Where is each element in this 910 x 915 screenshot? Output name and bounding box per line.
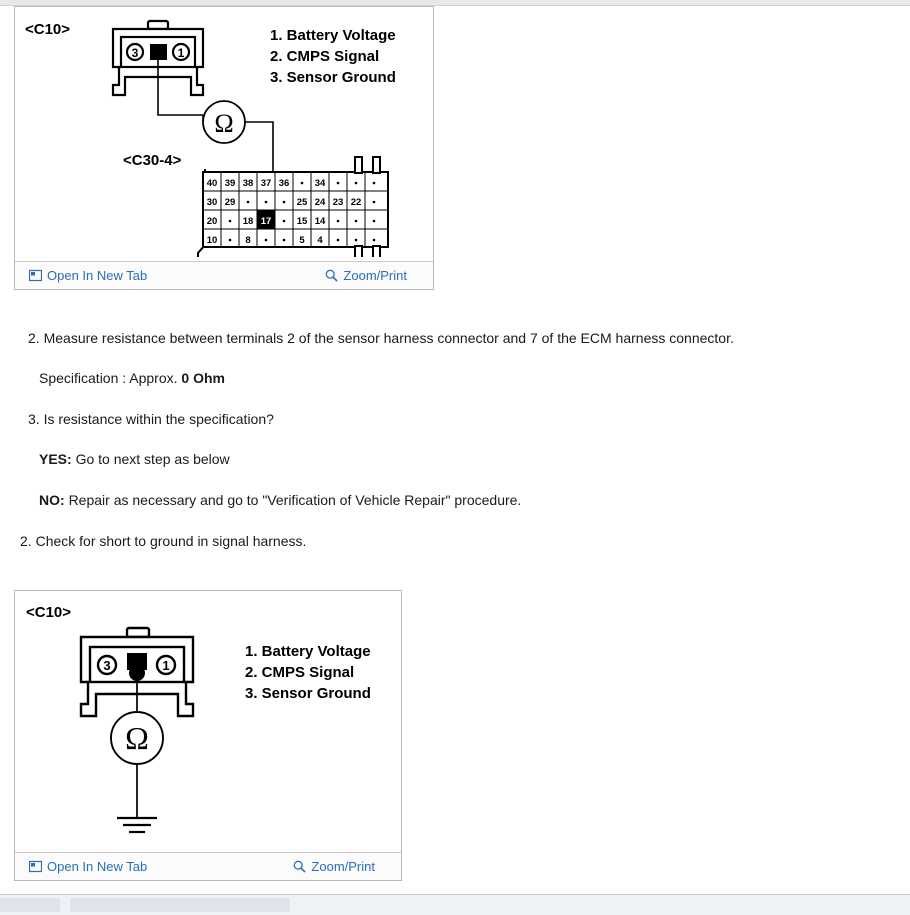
step-2-measure-line	[28, 330, 734, 346]
magnifier-icon	[325, 269, 338, 282]
specification-line	[39, 370, 225, 386]
check-short-line	[20, 533, 306, 549]
figure-2-connector-label: <C10>	[26, 604, 72, 621]
magnifier-icon	[293, 860, 306, 873]
legend2-item-2: 2. CMPS Signal	[245, 664, 355, 681]
legend2-item-1: 1. Battery Voltage	[245, 643, 371, 660]
svg-text:5: 5	[299, 235, 305, 246]
figure-1-ohm-symbol: Ω	[214, 109, 234, 138]
window-bottom-strip	[0, 894, 910, 915]
check-short-number: 2.	[20, 533, 32, 549]
figure-2-pin-3-label: 3	[103, 658, 111, 673]
step-3-number: 3.	[28, 411, 40, 427]
taskbar-segment-1[interactable]	[0, 898, 60, 912]
legend-item-3: 3. Sensor Ground	[270, 69, 396, 86]
svg-text:23: 23	[332, 197, 344, 208]
figure-2-pin-1-label: 1	[162, 658, 170, 673]
zoom-print-link-1[interactable]	[325, 268, 407, 283]
legend2-item-3: 3. Sensor Ground	[245, 685, 371, 702]
svg-text:20: 20	[206, 216, 218, 227]
step-2-measure-number: 2.	[28, 330, 40, 346]
legend-item-1: 1. Battery Voltage	[270, 27, 396, 44]
figure-2-schematic	[65, 626, 245, 846]
figure-1-pin-3-label: 3	[131, 46, 139, 60]
figure-1-container	[14, 6, 434, 290]
svg-text:18: 18	[242, 216, 254, 227]
zoom-print-link-2[interactable]	[293, 859, 375, 874]
zoom-print-label-2: Zoom/Print	[311, 859, 375, 874]
svg-text:29: 29	[224, 197, 236, 208]
specification-label: Specification : Approx.	[39, 370, 178, 386]
open-in-new-tab-link-1[interactable]	[29, 268, 147, 283]
svg-text:30: 30	[206, 197, 218, 208]
yes-line	[39, 451, 230, 467]
svg-text:40: 40	[206, 178, 218, 189]
svg-text:36: 36	[278, 178, 290, 189]
specification-value: 0 Ohm	[181, 370, 225, 386]
open-in-new-tab-link-2[interactable]	[29, 859, 147, 874]
legend-item-2: 2. CMPS Signal	[270, 48, 380, 65]
yes-label: YES:	[39, 451, 72, 467]
yes-text: Go to next step as below	[75, 451, 230, 467]
figure-1-footer	[15, 261, 433, 289]
svg-text:10: 10	[206, 235, 218, 246]
figure-1-canvas	[15, 7, 433, 262]
svg-text:14: 14	[314, 216, 326, 227]
svg-text:4: 4	[317, 235, 323, 246]
figure-1-ecm-label: <C30-4>	[123, 152, 182, 169]
new-tab-icon	[29, 860, 42, 873]
new-tab-icon	[29, 269, 42, 282]
svg-text:24: 24	[314, 197, 326, 208]
figure-2-canvas	[15, 591, 401, 853]
no-line	[39, 492, 521, 508]
figure-2-legend	[245, 641, 371, 704]
svg-text:15: 15	[296, 216, 308, 227]
svg-text:39: 39	[224, 178, 236, 189]
step-2-measure-text: Measure resistance between terminals 2 of the sensor harness connector and 7 of the ECM harness connector.	[43, 330, 734, 346]
step-3-text: Is resistance within the specification?	[43, 411, 274, 427]
figure-2-ohm-symbol: Ω	[125, 720, 149, 756]
figure-1-connector-label: <C10>	[25, 21, 71, 38]
figure-2-container	[14, 590, 402, 881]
svg-text:8: 8	[245, 235, 251, 246]
no-label: NO:	[39, 492, 65, 508]
svg-text:17: 17	[260, 216, 272, 227]
check-short-text: Check for short to ground in signal harness.	[35, 533, 307, 549]
step-3-question-line	[28, 411, 274, 427]
svg-text:38: 38	[242, 178, 254, 189]
svg-text:37: 37	[260, 178, 272, 189]
open-in-new-tab-label-2: Open In New Tab	[47, 859, 148, 874]
figure-2-footer	[15, 852, 401, 880]
open-in-new-tab-label-1: Open In New Tab	[47, 268, 148, 283]
svg-text:22: 22	[350, 197, 362, 208]
zoom-print-label-1: Zoom/Print	[343, 268, 407, 283]
svg-text:25: 25	[296, 197, 308, 208]
figure-1-schematic	[93, 17, 413, 257]
taskbar-segment-2[interactable]	[70, 898, 290, 912]
figure-1-pin-1-label: 1	[177, 46, 185, 60]
no-text: Repair as necessary and go to "Verification of Vehicle Repair" procedure.	[68, 492, 522, 508]
svg-text:34: 34	[314, 178, 326, 189]
